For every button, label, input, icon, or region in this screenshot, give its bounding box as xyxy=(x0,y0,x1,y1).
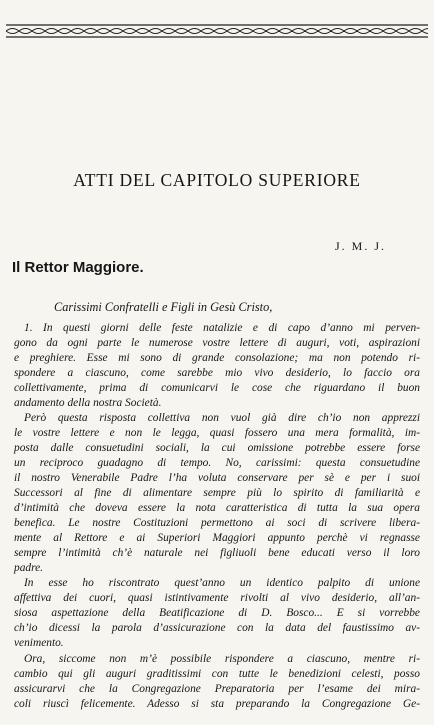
text-line: e preghiere. Esse mi sono di grande consolazione; ma non potendo ri- xyxy=(14,351,420,364)
text-line: In esse ho riscontrato quest’anno un identico palpito di unione xyxy=(24,577,420,590)
salutation: Carissimi Confratelli e Figli in Gesù Cristo, xyxy=(54,300,273,314)
document-title: ATTI DEL CAPITOLO SUPERIORE xyxy=(73,170,361,190)
decorative-border-ornament xyxy=(6,24,428,38)
text-line: Ora, siccome non m’è possibile rispondere a ciascuno, mentre ri- xyxy=(24,652,420,665)
text-line: d’intimità che doveva essere la nota caratteristica di tutta la sua opera xyxy=(14,501,420,514)
monogram: J. M. J. xyxy=(334,239,386,253)
text-line: collettivamente, prima di comunicarvi le cose che riguardano il buon xyxy=(14,381,420,394)
text-line: un reciproco guadagno di tempo. No, carissimi: questa consuetudine xyxy=(14,457,420,470)
text-line: ch’io dicessi la parola d’assicurazione con la data del faustissimo av- xyxy=(14,622,420,635)
text-line: venimento. xyxy=(14,637,64,650)
text-line: gono da ogni parte le numerose vostre lettere di auguri, voti, aspirazioni xyxy=(14,336,420,349)
text-line: spondere a ciascuno, come sarebbe mio vivo desiderio, lo faccio ora xyxy=(14,366,420,379)
paragraph xyxy=(14,411,420,575)
paragraph xyxy=(14,576,420,651)
letter-body xyxy=(14,321,420,713)
text-line: mente al Rettore e ai Superiori Maggiori appunto perchè vi regnasse xyxy=(14,531,420,544)
text-line: siosa aspettazione della Beatificazione di D. Bosco... E si vorrebbe xyxy=(14,607,420,620)
text-line: andamento della nostra Società. xyxy=(14,396,162,409)
text-line: il nostro Venerabile Padre l’ha voluta conservare per sè e per i suoi xyxy=(14,472,420,485)
text-line: sempre l’intimità ch’è naturale nei figliuoli bene educati verso il loro xyxy=(14,546,420,559)
text-line: affettiva dei cuori, quasi istintivamente rivolti al vivo desiderio, all’an- xyxy=(14,592,420,605)
text-line: cambio qui gli auguri graditissimi con tutte le benedizioni celesti, posso xyxy=(14,667,420,680)
text-line: assicurarvi che la Congregazione Preparatoria per l’esame dei mira- xyxy=(14,682,420,695)
text-line: Successori al fine di alimentare sempre più lo spirito di familiarità e xyxy=(14,486,420,499)
section-heading: Il Rettor Maggiore. xyxy=(12,259,144,276)
text-line: padre. xyxy=(14,561,43,574)
text-line: posta dalle consuetudini sociali, la cui omissione potrebbe essere forse xyxy=(14,442,420,455)
paragraph xyxy=(14,321,420,410)
paragraph xyxy=(14,652,420,712)
text-line: le vostre lettere e non le legga, quasi fossero una mera formalità, im- xyxy=(14,427,420,440)
text-line: Però questa risposta collettiva non vuol già dire ch’io non apprezzi xyxy=(24,412,420,425)
text-line: 1. In questi giorni delle feste natalizie e di capo d’anno mi perven- xyxy=(24,322,420,334)
text-line: benefica. Le nostre Costituzioni permettono ai soci di scrivere libera- xyxy=(14,516,420,529)
text-line: coli riuscì felicemente. Adesso si sta preparando la Congregazione Ge- xyxy=(14,697,420,710)
